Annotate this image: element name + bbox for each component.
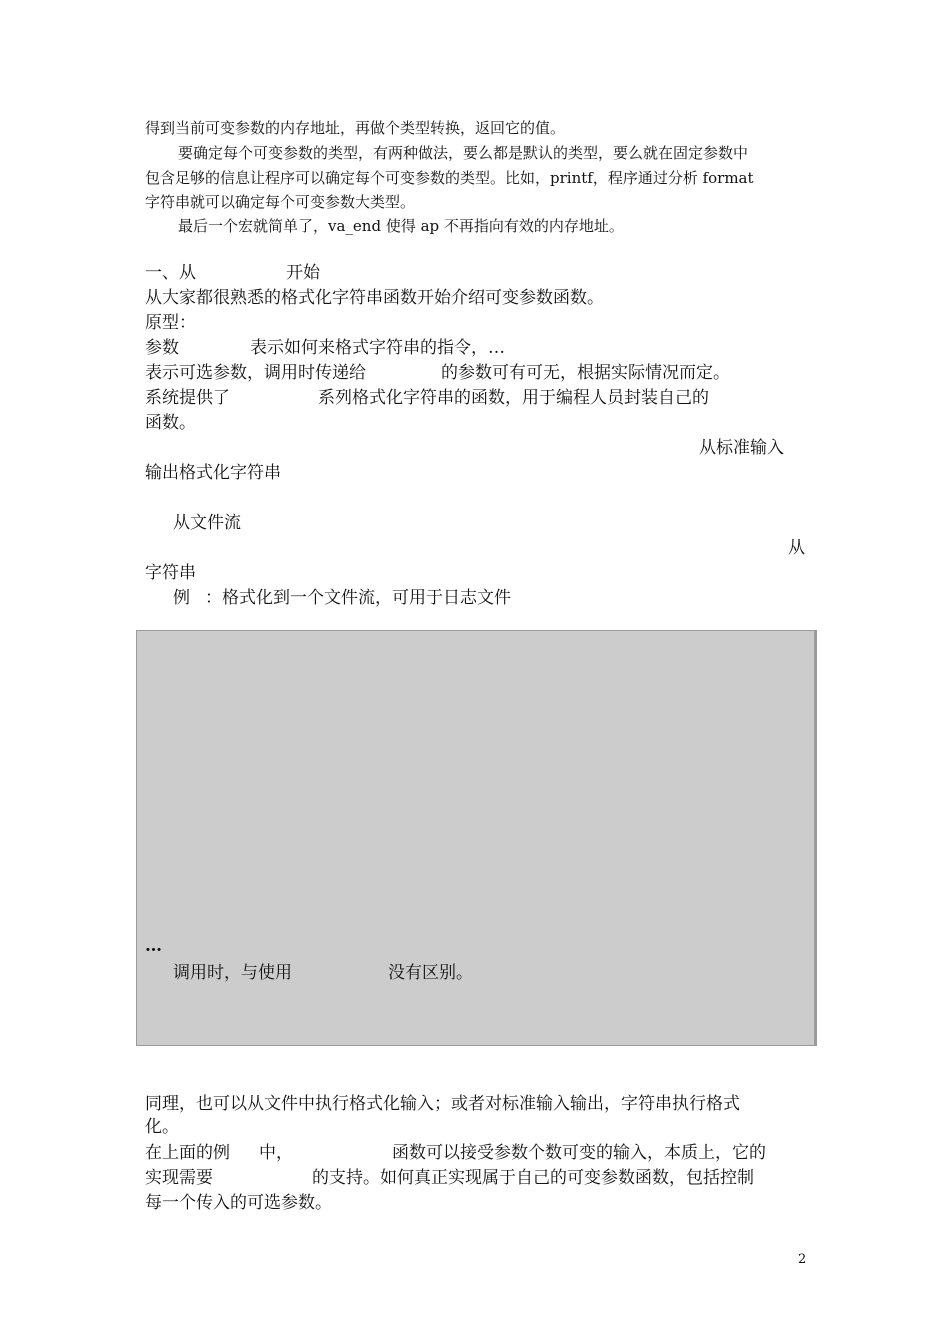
closing-line-2: 化。 (145, 1117, 179, 1137)
intro-line-1: 得到当前可变参数的内存地址，再做个类型转换，返回它的值。 (145, 119, 566, 137)
code-note-end: 没有区别。 (388, 963, 473, 983)
section-line-10: 从 (788, 538, 805, 558)
section-line-6: 函数。 (145, 413, 196, 433)
page-number: 2 (798, 1252, 807, 1267)
section-line-4-end: 的参数可有可无，根据实际情况而定。 (441, 363, 730, 383)
section-heading-end: 开始 (286, 263, 320, 283)
intro-line-3: 包含足够的信息让程序可以确定每个可变参数的类型。比如，printf，程序通过分析 format (145, 169, 754, 187)
example-description: ：格式化到一个文件流，可用于日志文件 (205, 588, 511, 608)
closing-line-1: 同理，也可以从文件中执行格式化输入；或者对标准输入输出，字符串执行格式 (145, 1094, 740, 1114)
section-line-4-start: 表示可选参数，调用时传递给 (145, 363, 366, 383)
section-line-7: 从标准输入 (699, 438, 784, 458)
closing-line-3-start: 在上面的例 (145, 1143, 230, 1163)
code-note-start: 调用时，与使用 (173, 963, 292, 983)
closing-line-4-start: 实现需要 (145, 1168, 213, 1188)
section-line-8: 输出格式化字符串 (145, 463, 281, 483)
example-label: 例 (173, 588, 190, 608)
section-line-3-end: 表示如何来格式字符串的指令，… (250, 338, 505, 358)
intro-line-2: 要确定每个可变参数的类型，有两种做法，要么都是默认的类型，要么就在固定参数中 (178, 144, 749, 162)
section-line-5-start: 系统提供了 (145, 388, 230, 408)
code-ellipsis: … (145, 936, 162, 956)
section-line-2: 原型： (145, 313, 196, 333)
intro-line-4: 字符串就可以确定每个可变参数大类型。 (145, 193, 416, 211)
closing-line-3-mid: 中， (259, 1143, 293, 1163)
closing-line-3-end: 函数可以接受参数个数可变的输入，本质上，它的 (392, 1143, 766, 1163)
section-line-11: 字符串 (145, 563, 196, 583)
closing-line-4-end: 的支持。如何真正实现属于自己的可变参数函数，包括控制 (312, 1168, 754, 1188)
closing-line-5: 每一个传入的可选参数。 (145, 1193, 332, 1213)
intro-line-5: 最后一个宏就简单了，va_end 使得 ap 不再指向有效的内存地址。 (178, 217, 624, 235)
section-line-9: 从文件流 (173, 513, 241, 533)
section-line-3-start: 参数 (145, 338, 179, 358)
section-line-1: 从大家都很熟悉的格式化字符串函数开始介绍可变参数函数。 (145, 288, 604, 308)
section-heading-start: 一、从 (145, 263, 196, 283)
section-line-5-end: 系列格式化字符串的函数，用于编程人员封装自己的 (318, 388, 709, 408)
